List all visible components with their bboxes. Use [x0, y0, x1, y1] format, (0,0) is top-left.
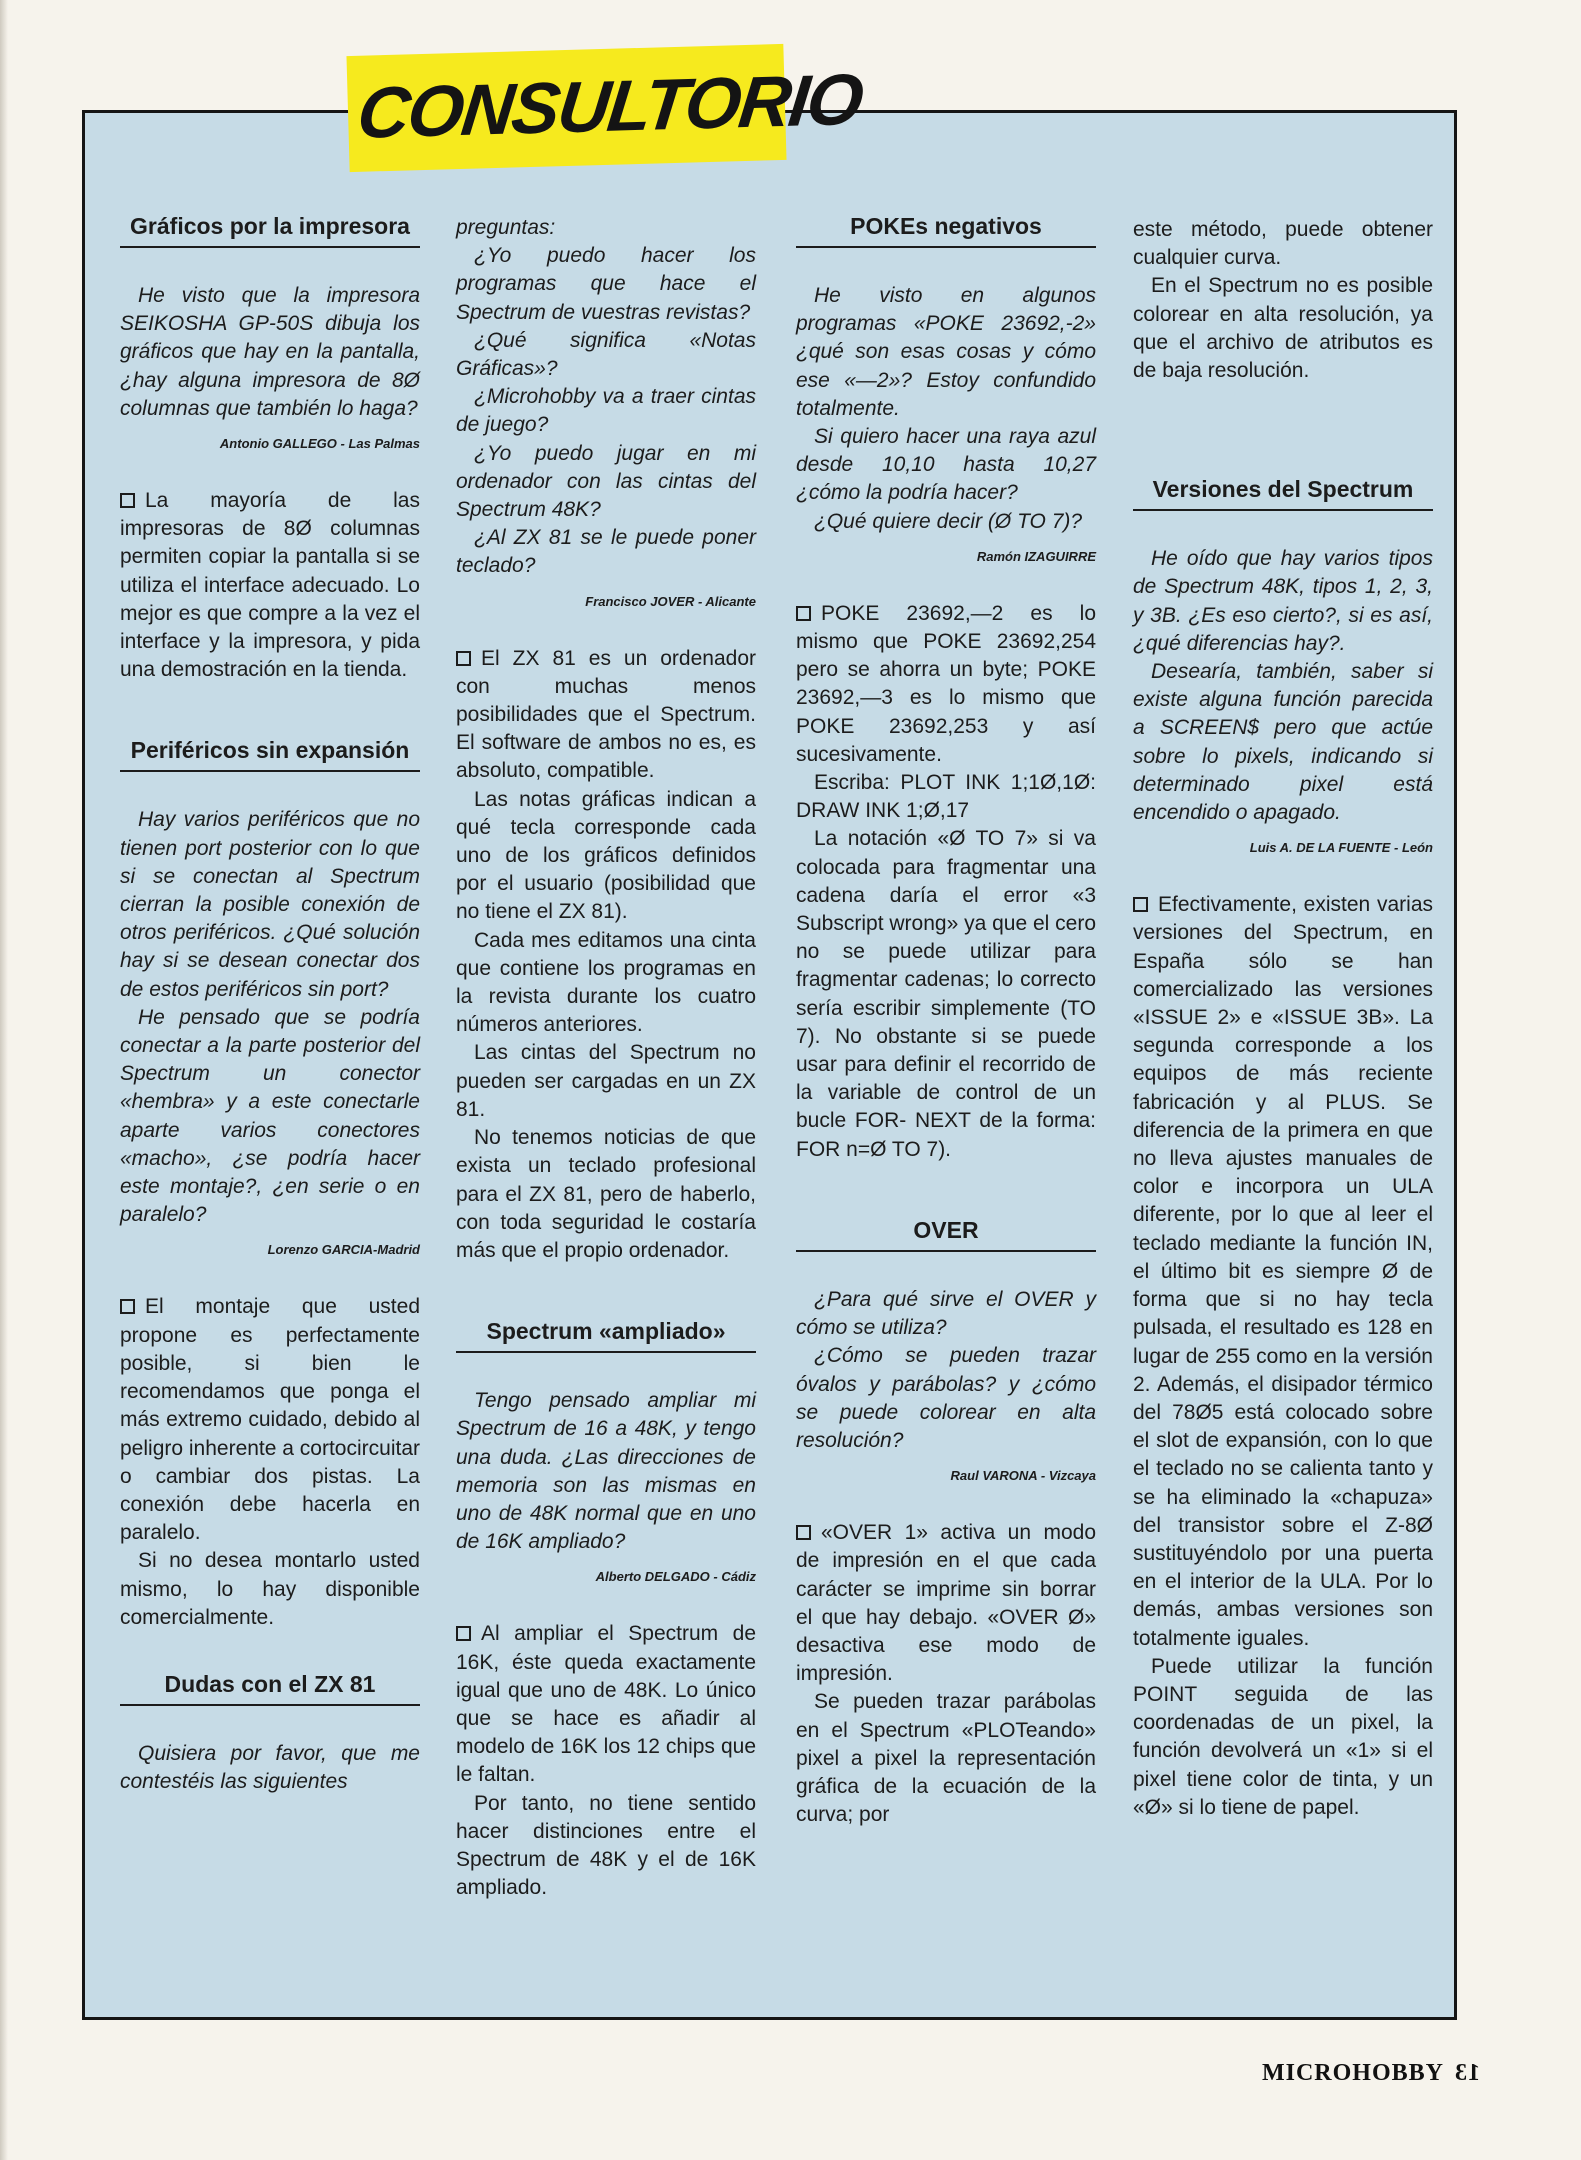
- question-text: He visto en algunos programas «POKE 23692,-2» ¿qué son esas cosas y cómo ese «—2»? Estoy confundido totalmente.: [796, 284, 1096, 420]
- answer-text: Al ampliar el Spectrum de 16K, éste queda exactamente igual que uno de 48K. Lo único que se hace es añadir al modelo de 16K los 12 chips que le faltan.: [456, 1622, 756, 1787]
- section-spectrum-ampliado: [456, 1317, 756, 1902]
- masthead-title: CONSULTORIO: [353, 59, 866, 154]
- reader-signature: Ramón IZAGUIRRE: [976, 548, 1096, 564]
- answer-square-icon: [796, 1525, 811, 1540]
- reader-signature: Lorenzo GARCIA-Madrid: [267, 1242, 420, 1258]
- answer-square-icon: [456, 1626, 471, 1641]
- answer-text: Las notas gráficas indican a qué tecla corresponde cada uno de los gráficos definidos por el usuario (posibilidad que no tiene el ZX 81).: [456, 787, 756, 924]
- section-title: Spectrum «ampliado»: [456, 1317, 756, 1353]
- magazine-name: MICROHOBBY: [1261, 2060, 1444, 2086]
- section-perifericos: [120, 736, 420, 1631]
- question-text: preguntas:: [456, 216, 556, 239]
- question-text: He pensado que se podría conectar a la parte posterior del Spectrum un conector «hembra» y a este conectarle aparte varios conectores «macho», ¿se podría hacer este montaje?, ¿en serie o en paralelo?: [120, 1005, 420, 1227]
- answer-square-icon: [120, 1299, 135, 1314]
- section-dudas-zx81-cont: [456, 214, 756, 1265]
- question-text: He oído que hay varios tipos de Spectrum 48K, tipos 1, 2, 3, y 3B. ¿Es eso cierto?, si es así, ¿qué diferencias hay?.: [1133, 547, 1433, 655]
- question-text: Si quiero hacer una raya azul desde 10,10 hasta 10,27 ¿cómo la podría hacer?: [796, 425, 1096, 505]
- question-text: Quisiera por favor, que me contestéis las siguientes: [120, 1741, 420, 1794]
- section-title: OVER: [796, 1216, 1096, 1252]
- question-text: ¿Al ZX 81 se le puede poner teclado?: [456, 526, 756, 578]
- answer-text: Escriba: PLOT INK 1;1Ø,1Ø: DRAW INK 1;Ø,17: [796, 771, 1096, 823]
- reader-signature: Raul VARONA - Vizcaya: [950, 1468, 1096, 1484]
- section-pokes-negativos: [796, 212, 1096, 1164]
- section-title: Versiones del Spectrum: [1133, 475, 1433, 511]
- section-title: Dudas con el ZX 81: [120, 1670, 420, 1706]
- answer-text: «OVER 1» activa un modo de impresión en el que cada carácter se imprime sin borrar el que hay debajo. «OVER Ø» desactiva ese modo de impresión.: [796, 1521, 1096, 1686]
- section-versiones-spectrum: [1133, 475, 1433, 1822]
- page-number: 13: [1454, 2060, 1480, 2086]
- column-4: [1133, 216, 1433, 1822]
- section-dudas-zx81: [120, 1670, 420, 1796]
- answer-square-icon: [1133, 897, 1148, 912]
- question-text: ¿Microhobby va a traer cintas de juego?: [456, 385, 756, 437]
- page-footer: [1240, 2060, 1480, 2087]
- answer-text: Se pueden trazar parábolas en el Spectrum «PLOTeando» pixel a pixel la representación gráfica de la ecuación de la curva; por: [796, 1690, 1096, 1827]
- answer-text: este método, puede obtener cualquier curva.: [1133, 218, 1433, 270]
- question-text: ¿Yo puedo jugar en mi ordenador con las cintas del Spectrum 48K?: [456, 441, 756, 522]
- answer-text: Las cintas del Spectrum no pueden ser cargadas en un ZX 81.: [456, 1041, 756, 1121]
- answer-text: Si no desea montarlo usted mismo, lo hay disponible comercialmente.: [120, 1549, 420, 1629]
- answer-square-icon: [456, 651, 471, 666]
- reader-signature: Luis A. DE LA FUENTE - León: [1249, 840, 1433, 856]
- answer-text: La mayoría de las impresoras de 8Ø columnas permiten copiar la pantalla si se utiliza el interface adecuado. Lo mejor es que compre a la vez el interface y la impresora, y pida una demostración en la tienda.: [120, 489, 420, 682]
- answer-text: No tenemos noticias de que exista un teclado profesional para el ZX 81, pero de haberlo, con toda seguridad le costaría más que el propio ordenador.: [456, 1126, 756, 1262]
- answer-text: POKE 23692,—2 es lo mismo que POKE 23692,254 pero se ahorra un byte; POKE 23692,—3 es lo mismo que POKE 23692,253 y así sucesivamente.: [796, 601, 1096, 766]
- question-text: Hay varios periféricos que no tienen port posterior con lo que si se conectan al Spectrum cierran la posible conexión de otros periféricos. ¿Qué solución hay si se desean conectar dos de estos periféricos sin port?: [120, 808, 420, 1001]
- section-title: Gráficos por la impresora: [120, 212, 420, 248]
- section-title: Periféricos sin expansión: [120, 736, 420, 772]
- section-graficos-impresora: [120, 212, 420, 684]
- question-text: ¿Qué quiere decir (Ø TO 7)?: [814, 509, 1083, 533]
- answer-text: El montaje que usted propone es perfectamente posible, si bien le recomendamos que ponga el más extremo cuidado, debido al peligro inherente a cortocircuitar o cambiar dos pistas. La conexión debe hacerla en paralelo.: [120, 1295, 420, 1545]
- answer-text: Efectivamente, existen varias versiones del Spectrum, en España sólo se han comercializado las versiones «ISSUE 2» e «ISSUE 3B». La segunda corresponde a los equipos de más reciente fabricación y al PLUS. Se diferencia de la primera en que no lleva ajustes manuales de color e incorpora un ULA diferente, por lo que al leer el teclado mediante la función IN, el último bit es siempre Ø de forma que si no hay tecla pulsada, el resultado es 128 en lugar de 255 como en la versión 2. Además, el disipador térmico del 78Ø5 está colocado sobre el slot de expansión, con lo que el teclado no se calienta tanto y se ha eliminado la «chapuza» del transistor sobre el Z-8Ø sustituyéndolo por una puerta en el interior de la ULA. Por lo demás, ambas versiones son totalmente iguales.: [1133, 893, 1433, 1650]
- section-over-cont: [1133, 216, 1433, 385]
- question-text: He visto que la impresora SEIKOSHA GP-50S dibuja los gráficos que hay en la pantalla, ¿hay alguna impresora de 8Ø columnas que también lo haga?: [120, 284, 420, 420]
- answer-square-icon: [796, 606, 811, 621]
- page-edge-shadow: [0, 0, 8, 2160]
- section-over: [796, 1216, 1096, 1829]
- question-text: ¿Cómo se pueden trazar óvalos y parábolas? y ¿cómo se puede colorear en alta resolución?: [796, 1344, 1096, 1452]
- answer-text: La notación «Ø TO 7» si va colocada para fragmentar una cadena daría el error «3 Subscript wrong» ya que el cero no se puede utilizar para fragmentar cadenas; lo correcto sería escribir simplemente (TO 7). No obstante si se puede usar para definir el recorrido de la variable de control de un bucle FOR- NEXT de la forma: FOR n=Ø TO 7).: [796, 827, 1096, 1161]
- question-text: ¿Para qué sirve el OVER y cómo se utiliza?: [796, 1287, 1096, 1340]
- column-3: [796, 212, 1096, 1829]
- answer-text: Cada mes editamos una cinta que contiene los programas en la revista durante los cuatro números anteriores.: [456, 928, 756, 1037]
- column-1: [120, 212, 420, 1796]
- answer-text: El ZX 81 es un ordenador con muchas menos posibilidades que el Spectrum. El software de ambos no es, es absoluto, compatible.: [456, 646, 756, 783]
- answer-text: Puede utilizar la función POINT seguida de las coordenadas de un pixel, la función devolverá un «1» si el pixel tiene color de tinta, y un «Ø» si lo tiene de papel.: [1133, 1654, 1433, 1819]
- answer-text: En el Spectrum no es posible colorear en alta resolución, ya que el archivo de atributos es de baja resolución.: [1133, 274, 1433, 383]
- question-text: Desearía, también, saber si existe alguna función parecida a SCREEN$ pero que actúe sobre lo pixels, indicando si determinado pixel está encendido o apagado.: [1133, 660, 1433, 825]
- reader-signature: Alberto DELGADO - Cádiz: [595, 1569, 756, 1585]
- answer-text: Por tanto, no tiene sentido hacer distinciones entre el Spectrum de 48K y el de 16K ampliado.: [456, 1791, 756, 1900]
- column-2: [456, 214, 756, 1902]
- section-title: POKEs negativos: [796, 212, 1096, 248]
- answer-square-icon: [120, 493, 135, 508]
- question-text: ¿Qué significa «Notas Gráficas»?: [456, 328, 756, 381]
- reader-signature: Antonio GALLEGO - Las Palmas: [219, 436, 420, 452]
- reader-signature: Francisco JOVER - Alicante: [585, 593, 756, 609]
- question-text: ¿Yo puedo hacer los programas que hace el Spectrum de vuestras revistas?: [456, 244, 756, 324]
- question-text: Tengo pensado ampliar mi Spectrum de 16 a 48K, y tengo una duda. ¿Las direcciones de memoria son las mismas en uno de 48K normal que en uno de 16K ampliado?: [456, 1389, 756, 1554]
